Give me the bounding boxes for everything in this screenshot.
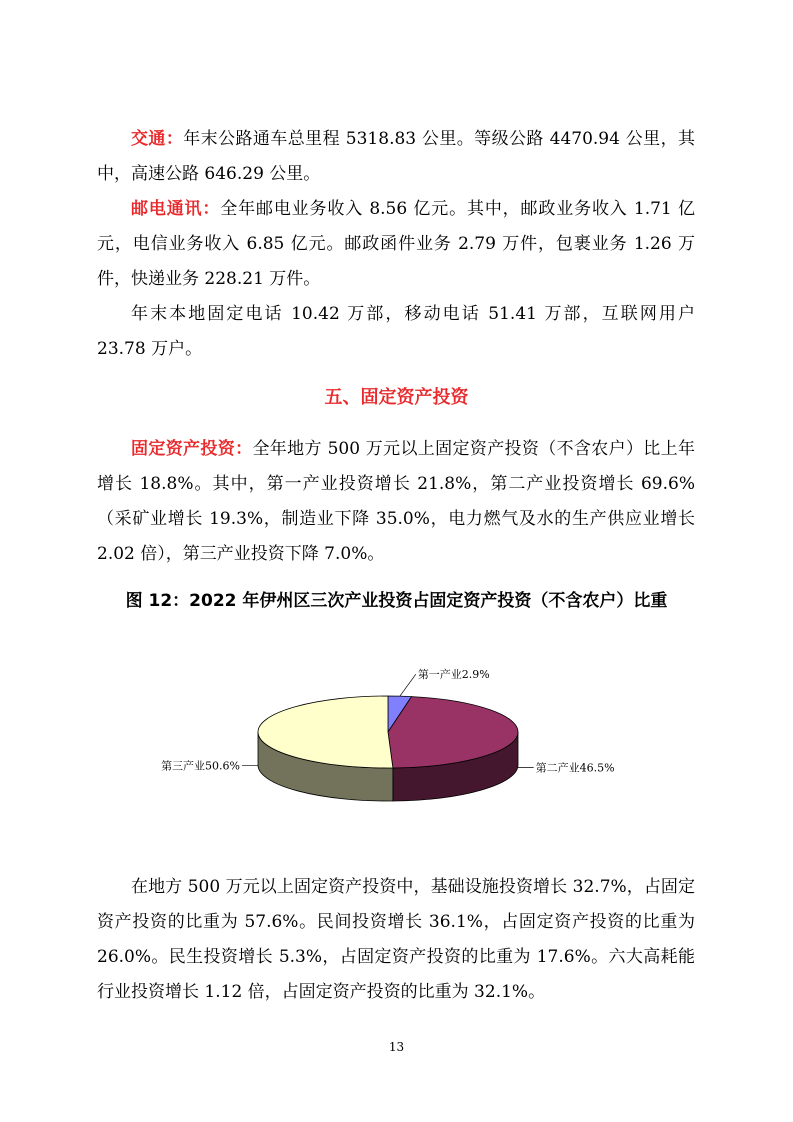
phone-text: 年末本地固定电话 10.42 万部，移动电话 51.41 万部，互联网用户 23.78 万户。: [97, 304, 695, 359]
pie-leader-0: [400, 674, 416, 696]
postal-lead: 邮电通讯：: [131, 199, 221, 219]
transport-lead: 交通：: [131, 129, 184, 149]
paragraph-phone: [97, 297, 695, 367]
investment-text: 全年地方 500 万元以上固定资产投资（不含农户）比上年增长 18.8%。其中，第一产业投资增长 21.8%，第二产业投资增长 69.6%（采矿业增长 19.3%，制造业下降 35.0%，电力燃气及水的生产供应业增长 2.02 倍），第三产业投资下降 7.0%。: [97, 439, 696, 564]
postal-text: 全年邮电业务收入 8.56 亿元。其中，邮政业务收入 1.71 亿元，电信业务收入 6.85 亿元。邮政函件业务 2.79 万件，包裹业务 1.26 万件，快递业务 228.21 万件。: [97, 199, 696, 289]
pie-label-0: 第一产业2.9%: [417, 668, 490, 682]
paragraph-detail: [97, 870, 695, 1010]
pie-label-1: 第二产业46.5%: [535, 761, 615, 775]
investment-lead: 固定资产投资：: [131, 439, 253, 459]
paragraph-investment: [97, 432, 695, 572]
section-title: 五、固定资产投资: [324, 387, 469, 408]
pie-label-2: 第三产业50.6%: [161, 759, 241, 773]
figure-title: 图 12：2022 年伊州区三次产业投资占固定资产投资（不含农户）比重: [125, 591, 668, 611]
pie-chart: [140, 650, 615, 800]
page-number: 13: [388, 1040, 405, 1054]
paragraph-postal: [97, 192, 695, 297]
paragraph-transport: [97, 122, 695, 192]
transport-text: 年末公路通车总里程 5318.83 公里。等级公路 4470.94 公里，其中，高速公路 646.29 公里。: [97, 129, 696, 184]
detail-text: 在地方 500 万元以上固定资产投资中，基础设施投资增长 32.7%，占固定资产投资的比重为 57.6%。民间投资增长 36.1%，占固定资产投资的比重为 26.0%。民生投资增长 5.3%，占固定资产投资的比重为 17.6%。六大高耗能行业投资增长 1.12 倍，占固定资产投资的比重为 32.1%。: [97, 877, 695, 1002]
pie-tops: [258, 696, 518, 768]
